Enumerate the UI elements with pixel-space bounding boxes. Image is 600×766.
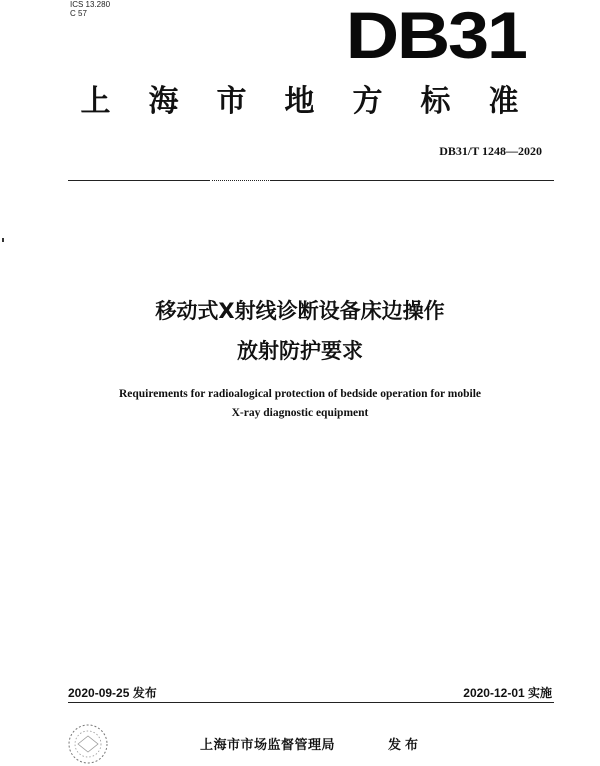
authority-char: 地 xyxy=(284,84,316,119)
issuing-authority: 上海市市场监督管理局 xyxy=(200,738,336,753)
title-zh-line1: 移动式X射线诊断设备床边操作 xyxy=(155,299,445,323)
header-divider xyxy=(68,180,554,181)
standard-number: DB31/T 1248—2020 xyxy=(439,144,542,158)
implement-date: 2020-12-01 实施 xyxy=(463,686,552,700)
issue-label: 发布 xyxy=(388,738,423,753)
authority-char: 准 xyxy=(488,84,520,119)
publish-date: 2020-09-25 发布 xyxy=(68,686,157,700)
authority-char: 方 xyxy=(352,84,384,119)
seal-stamp-icon xyxy=(64,718,112,766)
title-en-line2: X-ray diagnostic equipment xyxy=(231,407,369,419)
authority-char: 上 xyxy=(80,84,112,119)
ics-code: ICS 13.280 xyxy=(70,0,111,9)
classification-codes xyxy=(70,0,110,18)
header-divider-gap xyxy=(210,180,270,181)
edge-mark xyxy=(2,238,4,242)
ccs-code: C 57 xyxy=(70,9,87,18)
standard-authority xyxy=(0,76,600,120)
authority-char: 市 xyxy=(216,84,248,119)
authority-char: 标 xyxy=(420,84,452,119)
db31-logo: DB31 xyxy=(345,0,526,72)
authority-char: 海 xyxy=(148,84,180,119)
title-en-line1: Requirements for radioalogical protection of bedside operation for mobile xyxy=(118,388,481,400)
footer-divider xyxy=(68,702,554,703)
title-zh-line2: 放射防护要求 xyxy=(237,339,363,363)
